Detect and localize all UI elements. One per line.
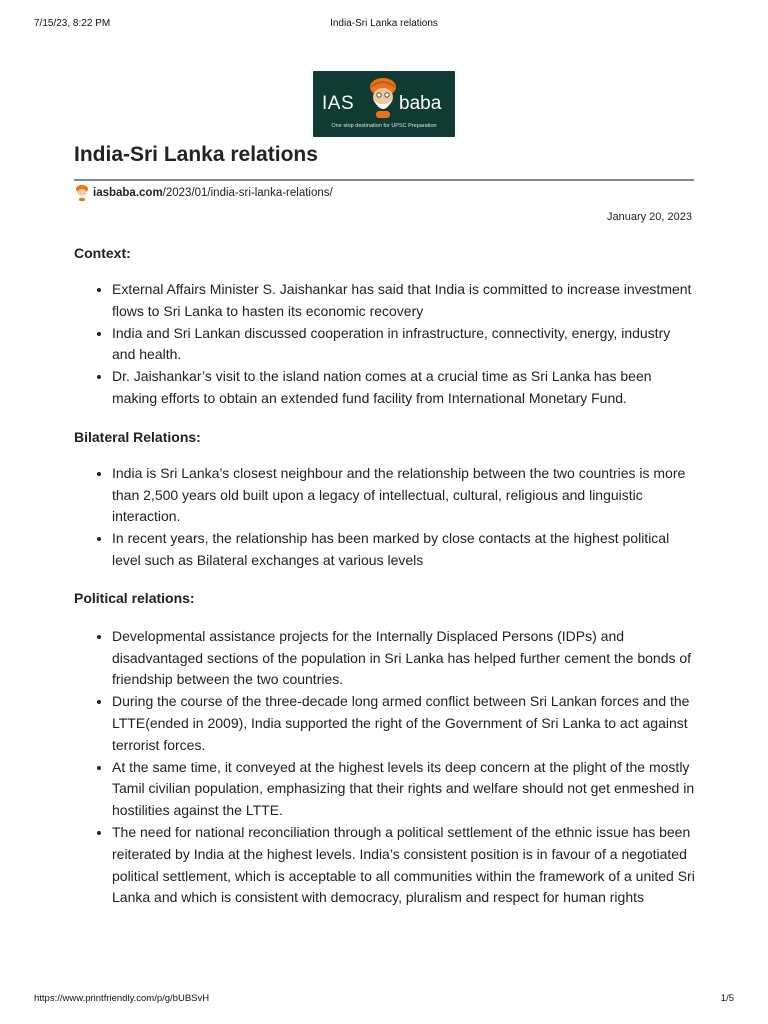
page-number: 1/5 — [720, 993, 734, 1004]
list-item: • External Affairs Minister S. Jaishankar has said that India is committed to increase investment flows to Sri Lanka to hasten its economic recovery — [112, 279, 696, 323]
print-url: https://www.printfriendly.com/p/g/bUBSvH — [34, 993, 210, 1004]
list-item: • In recent years, the relationship has been marked by close contacts at the highest political level such as Bilateral exchanges at various levels — [112, 528, 696, 572]
source-path: /2023/01/india-sri-lanka-relations/ — [162, 187, 333, 199]
title-divider — [74, 179, 694, 181]
bullet-list — [74, 279, 696, 410]
article-body — [74, 244, 696, 909]
print-footer — [34, 993, 734, 1007]
logo-right-text: baba — [399, 93, 442, 114]
article-title: India-Sri Lanka relations — [74, 143, 318, 166]
logo-tagline: One stop destination for UPSC Preparation — [331, 123, 437, 129]
print-header — [34, 18, 734, 32]
list-item: • Dr. Jaishankar’s visit to the island nation comes at a crucial time as Sri Lanka has been making efforts to obtain an extended fund facility from International Monetary Fund. — [112, 366, 696, 410]
favicon-icon — [74, 184, 90, 202]
section-heading: Context: — [74, 245, 131, 261]
section-bilateral-relations — [74, 428, 696, 572]
section-heading: Bilateral Relations: — [74, 428, 201, 445]
list-item: • India and Sri Lankan discussed cooperation in infrastructure, connectivity, energy, industry and health. — [112, 323, 696, 367]
logo-left-text: IAS — [322, 93, 355, 114]
article-date: January 20, 2023 — [606, 211, 692, 223]
section-heading: Political relations: — [74, 589, 195, 606]
section-context — [74, 244, 696, 410]
list-item: • India is Sri Lanka’s closest neighbour and the relationship between the two countries is more than 2,500 years old built upon a legacy of intellectual, cultural, religious and linguistic interaction. — [112, 463, 696, 528]
section-political-relations — [74, 589, 696, 909]
bullet-list — [74, 626, 696, 909]
print-doc-title: India-Sri Lanka relations — [330, 18, 438, 29]
list-item: • Developmental assistance projects for the Internally Displaced Persons (IDPs) and disadvantaged sections of the population in Sri Lanka has helped further cement the bonds of friendship between the two countries. — [112, 626, 696, 691]
list-item: • At the same time, it conveyed at the highest levels its deep concern at the plight of the mostly Tamil civilian population, emphasizing that their rights and welfare should not get enmeshed in hostilities against the LTTE. — [112, 757, 696, 822]
source-link[interactable] — [74, 184, 333, 202]
list-item: • During the course of the three-decade long armed conflict between Sri Lankan forces and the LTTE(ended in 2009), India supported the right of the Government of Sri Lanka to act against terrorist forces. — [112, 691, 696, 756]
source-host: iasbaba.com — [93, 187, 163, 199]
print-timestamp: 7/15/23, 8:22 PM — [34, 18, 111, 29]
bullet-list — [74, 463, 696, 572]
iasbaba-logo[interactable] — [313, 71, 455, 137]
mascot-icon — [362, 75, 404, 121]
list-item: • The need for national reconciliation through a political settlement of the ethnic issue has been reiterated by India at the highest levels. India’s consistent position is in favour of a negotiated political settlement, which is acceptable to all communities within the framework of a united Sri Lanka and which is consistent with democracy, pluralism and respect for human rights — [112, 822, 696, 909]
